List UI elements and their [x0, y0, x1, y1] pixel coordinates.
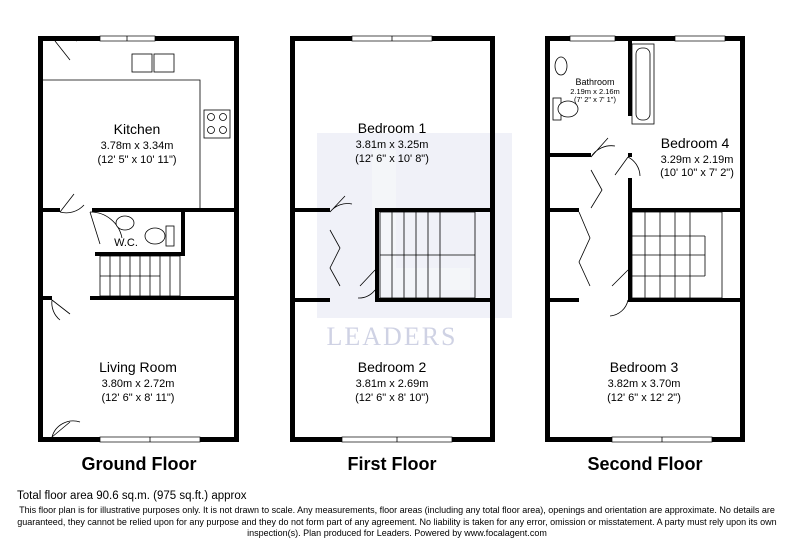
- leaders-watermark-logo: [317, 133, 512, 351]
- bedroom-2-imperial: (12' 6" x 8' 10"): [355, 392, 429, 404]
- wc-name: W.C.: [114, 237, 138, 249]
- bedroom-3-name: Bedroom 3: [609, 359, 679, 375]
- watermark-text: LEADERS: [326, 322, 458, 351]
- living-room-name: Living Room: [99, 359, 177, 375]
- living-room-imperial: (12' 6" x 8' 11"): [101, 392, 175, 404]
- bedroom-4-imperial: (10' 10" x 7' 2"): [660, 167, 734, 179]
- disclaimer-text: This floor plan is for illustrative purposes only. It is not drawn to scale. Any measurements, floor areas (including any total floor area), openings and orientation are approximate. No details are guaranteed, they cannot be relied upon for any purpose and they do not form part of any agreement. No liability is taken for any error, omission or misstatement. A party must rely upon its own inspection(s). Plan produced for Leaders. Powered by www.focalagent.com: [17, 505, 777, 538]
- bedroom-4-metric: 3.29m x 2.19m: [660, 154, 734, 166]
- bedroom-4-name: Bedroom 4: [660, 135, 730, 151]
- bathroom-imperial: (7' 2" x 7' 1"): [574, 95, 616, 104]
- bedroom-3-imperial: (12' 6" x 12' 2"): [607, 392, 681, 404]
- living-room-metric: 3.80m x 2.72m: [101, 378, 175, 390]
- bathroom-metric: 2.19m x 2.16m: [570, 87, 620, 96]
- second-floor-stairs: [632, 212, 722, 298]
- first-floor-label: First Floor: [347, 454, 437, 474]
- bedroom-1-imperial: (12' 6" x 10' 8"): [355, 153, 429, 165]
- kitchen-metric: 3.78m x 3.34m: [100, 140, 174, 152]
- plan-footer: [17, 490, 777, 540]
- kitchen-name: Kitchen: [113, 121, 161, 137]
- bedroom-3-metric: 3.82m x 3.70m: [607, 378, 681, 390]
- bedroom-1-name: Bedroom 1: [357, 120, 427, 136]
- ground-floor-label: Ground Floor: [81, 454, 197, 474]
- bedroom-2-name: Bedroom 2: [357, 359, 427, 375]
- second-floor-label: Second Floor: [587, 454, 703, 474]
- kitchen-imperial: (12' 5" x 10' 11"): [97, 154, 177, 166]
- bedroom-2-metric: 3.81m x 2.69m: [355, 378, 429, 390]
- second-floor-plan: [545, 36, 745, 474]
- bathroom-name: Bathroom: [575, 77, 615, 87]
- ground-floor-plan: [38, 36, 239, 474]
- bedroom-1-metric: 3.81m x 3.25m: [355, 139, 429, 151]
- ground-floor-stairs: [100, 256, 180, 296]
- total-floor-area: Total floor area 90.6 sq.m. (975 sq.ft.) approx: [17, 490, 247, 502]
